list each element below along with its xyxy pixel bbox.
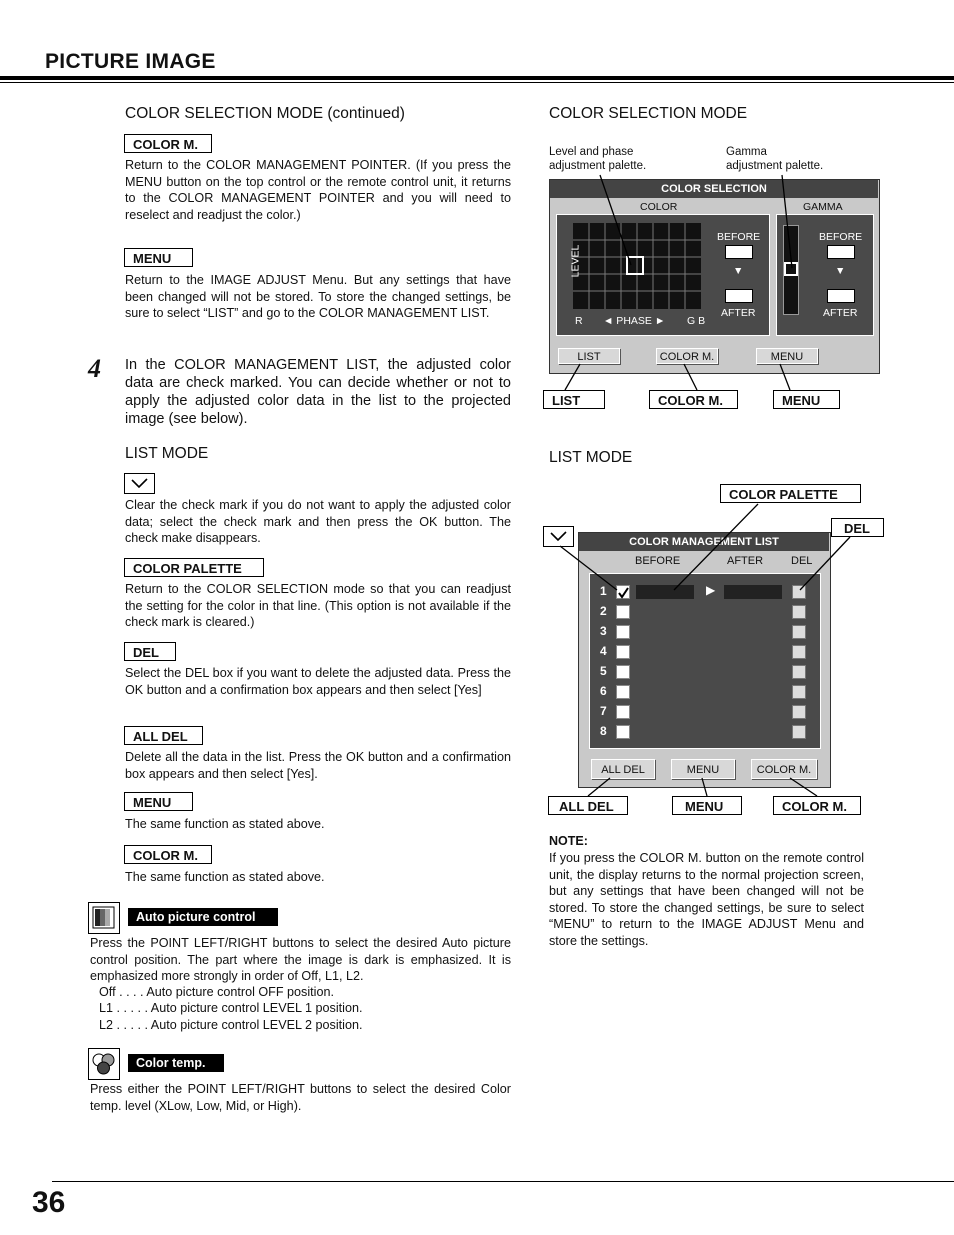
- cml-before-header: BEFORE: [635, 555, 681, 567]
- color-temp-text: Press either the POINT LEFT/RIGHT buttons to select the desired Color temp. level (XLow, Low, Mid, or High).: [90, 1082, 511, 1113]
- auto-item-off: Off . . . . Auto picture control OFF position.: [99, 985, 334, 999]
- row-number: 6: [600, 684, 607, 698]
- down-arrow-icon: ▼: [733, 265, 744, 277]
- color-m-text: Return to the COLOR MANAGEMENT POINTER. (If you press the MENU button on the top control or the remote control unit, it returns to the COLOR MANAGEMENT POINTER and you will need to reselect and readjust the color.): [125, 158, 511, 222]
- cs-menu-button[interactable]: MENU: [756, 348, 818, 364]
- callout-color-palette: COLOR PALETTE: [720, 484, 861, 503]
- cs-list-button[interactable]: LIST: [558, 348, 620, 364]
- after-label: AFTER: [721, 307, 756, 319]
- gamma-down-arrow-icon: ▼: [835, 265, 846, 277]
- level-label: LEVEL: [569, 244, 582, 278]
- list-mode-heading: LIST MODE: [125, 445, 209, 462]
- cml-del-header: DEL: [791, 555, 813, 567]
- gamma-before-label: BEFORE: [819, 231, 863, 243]
- cs-gamma-label: GAMMA: [803, 201, 843, 213]
- section-heading: COLOR SELECTION MODE (continued): [125, 105, 405, 122]
- color-temp-label: Color temp.: [128, 1054, 224, 1072]
- cml-menu-button[interactable]: MENU: [671, 759, 735, 779]
- check-text: Clear the check mark if you do not want to apply the adjusted color data; select the check mark and then press the OK button. The check make disappears.: [125, 498, 511, 545]
- auto-picture-label: Auto picture control: [128, 908, 278, 926]
- del-label: DEL: [124, 642, 176, 661]
- row-number: 5: [600, 664, 607, 678]
- cs-colorm-label: COLOR M.: [649, 390, 738, 409]
- phase-label: ◄ PHASE ►: [603, 315, 666, 327]
- list-mode-heading-right: LIST MODE: [549, 449, 633, 466]
- gamma-after-label: AFTER: [823, 307, 858, 319]
- cs-list-label: LIST: [543, 390, 605, 409]
- callout-del: DEL: [831, 518, 884, 537]
- cs-title: COLOR SELECTION: [550, 180, 878, 198]
- auto-item-l2: L2 . . . . . Auto picture control LEVEL 2 position.: [99, 1018, 363, 1032]
- cs-menu-label: MENU: [773, 390, 840, 409]
- note-text: If you press the COLOR M. button on the remote control unit, the display returns to the normal projection screen, but any settings that have been changed will not be stored. To store the changed settings, be sure to select “MENU” to return to the IMAGE ADJUST Menu and store the settings.: [549, 851, 864, 948]
- row-number: 7: [600, 704, 607, 718]
- before-label: BEFORE: [717, 231, 761, 243]
- cs-color-label: COLOR: [640, 201, 678, 213]
- callout-level: Level and phase adjustment palette.: [549, 146, 647, 172]
- cml-colorm-button[interactable]: COLOR M.: [751, 759, 817, 779]
- cml-menu-label: MENU: [672, 796, 742, 815]
- callout-gamma: Gamma adjustment palette.: [726, 146, 824, 172]
- row-number: 1: [600, 584, 607, 598]
- del-text: Select the DEL box if you want to delete the adjusted data. Press the OK button and a confirmation box appears and then select [Yes]: [125, 666, 511, 697]
- row-number: 2: [600, 604, 607, 618]
- color-palette-label: COLOR PALETTE: [124, 558, 264, 577]
- cml-after-header: AFTER: [727, 555, 764, 567]
- gb-label: G B: [687, 315, 706, 327]
- note-title: NOTE:: [549, 834, 588, 848]
- cml-alldel-label: ALL DEL: [548, 796, 628, 815]
- arrow-right-icon: ▶: [706, 583, 716, 597]
- cs-colorm-button[interactable]: COLOR M.: [656, 348, 718, 364]
- all-del-label: ALL DEL: [124, 726, 203, 745]
- row-number: 8: [600, 724, 607, 738]
- step-text: In the COLOR MANAGEMENT LIST, the adjusted color data are check marked. You can decide whether or not to apply the adjusted color data in the list to the projected image (see below).: [125, 357, 511, 427]
- cml-alldel-button[interactable]: ALL DEL: [591, 759, 655, 779]
- footer-rule: [52, 1181, 954, 1182]
- color-m2-label: COLOR M.: [124, 845, 212, 864]
- csm-heading: COLOR SELECTION MODE: [549, 105, 748, 122]
- auto-item-l1: L1 . . . . . Auto picture control LEVEL 1 position.: [99, 1001, 363, 1015]
- r-label: R: [575, 315, 583, 327]
- color-m-label: COLOR M.: [124, 134, 212, 153]
- page-number: 36: [32, 1186, 66, 1219]
- cml-colorm-label: COLOR M.: [773, 796, 861, 815]
- row-number: 3: [600, 624, 607, 638]
- step-number: 4: [88, 354, 101, 383]
- color-m2-text: The same function as stated above.: [125, 870, 325, 884]
- menu-text: Return to the IMAGE ADJUST Menu. But any settings that have been changed will not be stored. To store the changed settings, be sure to select “LIST” and go to the COLOR MANAGEMENT LIST.: [125, 273, 511, 320]
- auto-picture-text: Press the POINT LEFT/RIGHT buttons to select the desired Auto picture control position. The part where the image is dark is emphasized. It is emphasized more strongly in order of Off, L1, L2.: [90, 936, 511, 983]
- cml-title: COLOR MANAGEMENT LIST: [579, 533, 829, 551]
- page-title: PICTURE IMAGE: [45, 50, 216, 73]
- row-number: 4: [600, 644, 607, 658]
- menu2-text: The same function as stated above.: [125, 817, 325, 831]
- menu-label: MENU: [124, 248, 193, 267]
- color-palette-text: Return to the COLOR SELECTION mode so that you can readjust the setting for the color in that line. (This option is not available if the check mark is cleared.): [125, 582, 511, 629]
- all-del-text: Delete all the data in the list. Press the OK button and a confirmation box appears and then select [Yes].: [125, 750, 511, 781]
- menu2-label: MENU: [124, 792, 193, 811]
